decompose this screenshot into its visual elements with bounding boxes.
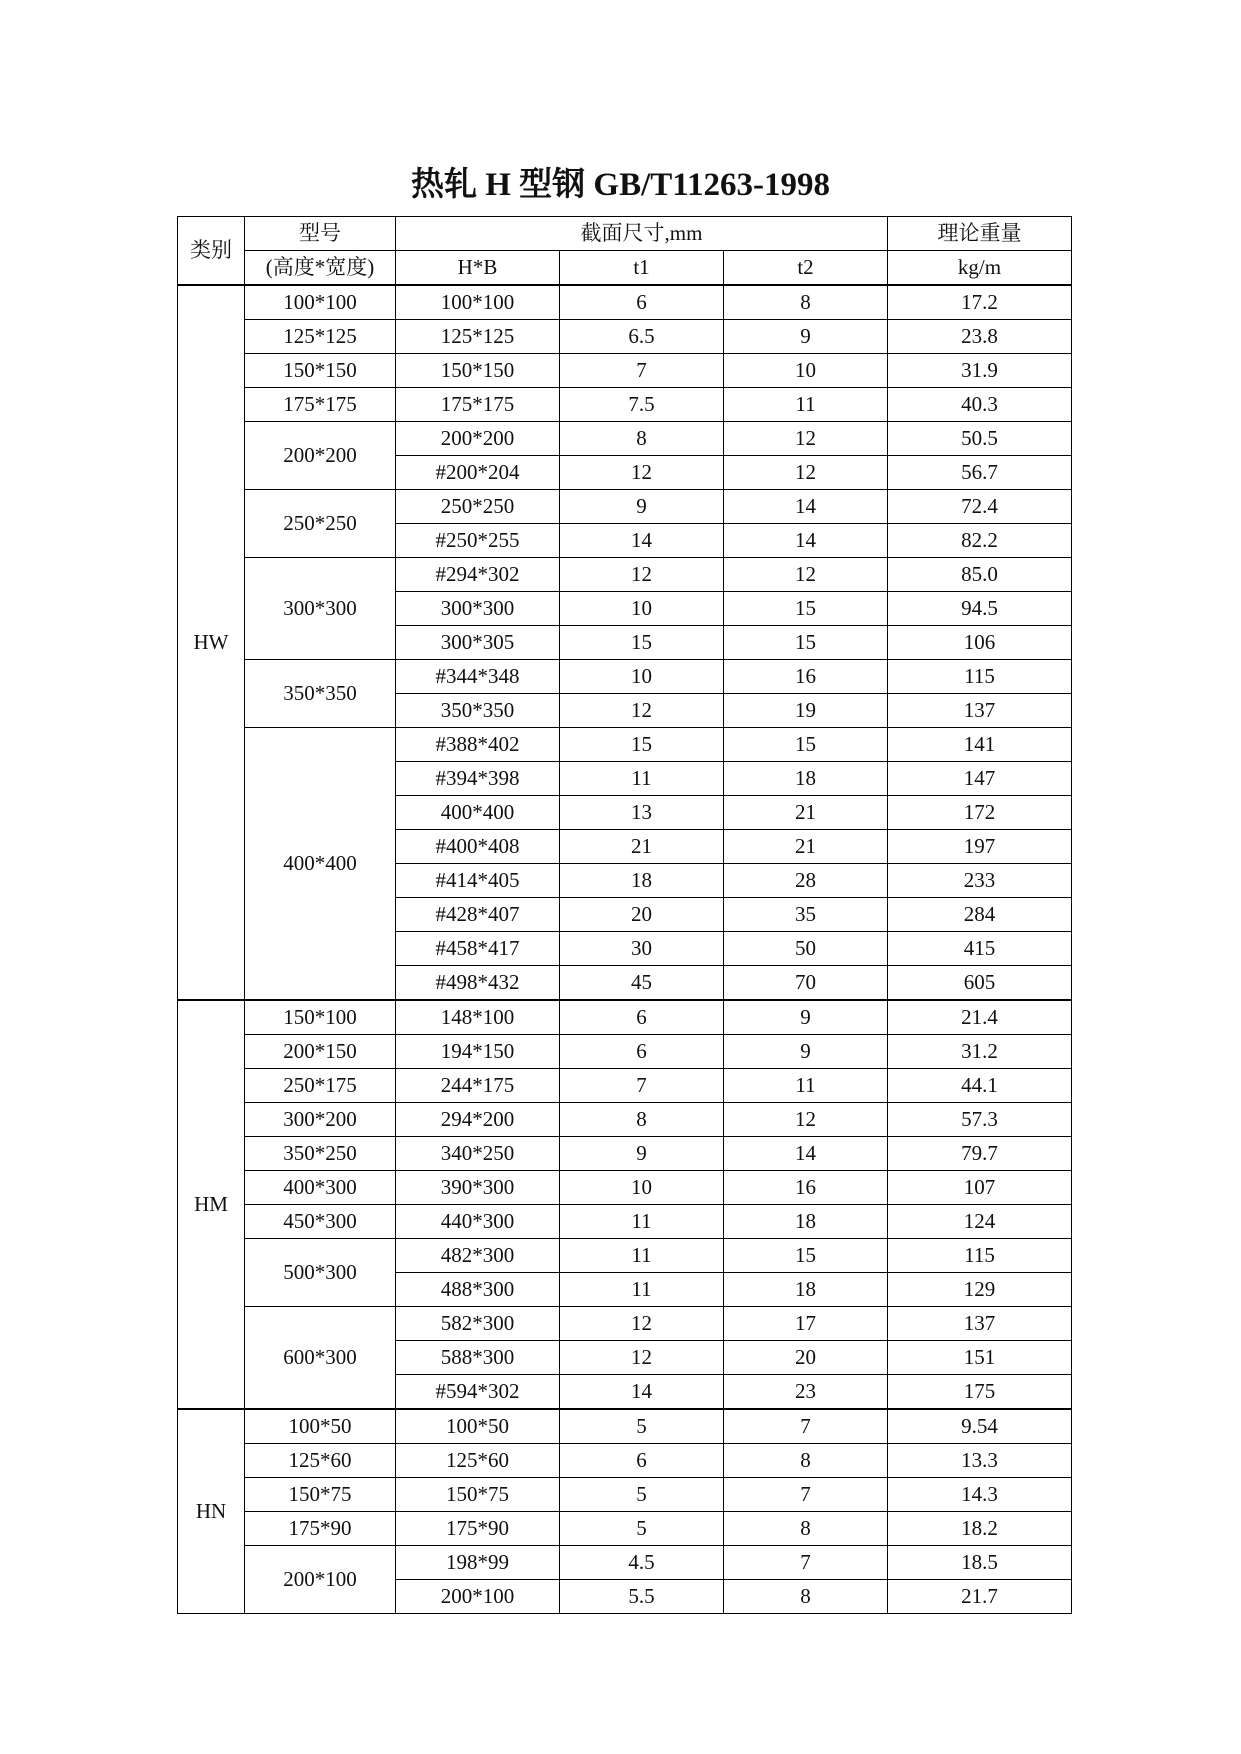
hb-cell: 148*100 [396, 1000, 560, 1035]
t1-cell: 8 [560, 1103, 724, 1137]
hb-cell: #250*255 [396, 524, 560, 558]
weight-cell: 233 [888, 864, 1072, 898]
t2-cell: 14 [724, 1137, 888, 1171]
t1-cell: 12 [560, 1341, 724, 1375]
model-cell: 150*100 [245, 1000, 396, 1035]
hb-cell: #388*402 [396, 728, 560, 762]
table-body [178, 285, 1072, 1614]
weight-cell: 44.1 [888, 1069, 1072, 1103]
header-t1: t1 [560, 251, 724, 286]
hb-cell: #458*417 [396, 932, 560, 966]
weight-cell: 284 [888, 898, 1072, 932]
t1-cell: 30 [560, 932, 724, 966]
hb-cell: 250*250 [396, 490, 560, 524]
header-hb: H*B [396, 251, 560, 286]
table-row [178, 558, 1072, 592]
hb-cell: #498*432 [396, 966, 560, 1001]
t2-cell: 9 [724, 320, 888, 354]
weight-cell: 31.2 [888, 1035, 1072, 1069]
t1-cell: 11 [560, 762, 724, 796]
t1-cell: 5 [560, 1478, 724, 1512]
t2-cell: 18 [724, 762, 888, 796]
t2-cell: 7 [724, 1546, 888, 1580]
hb-cell: 200*100 [396, 1580, 560, 1614]
hb-cell: 482*300 [396, 1239, 560, 1273]
header-row-2 [178, 251, 1072, 286]
weight-cell: 107 [888, 1171, 1072, 1205]
t2-cell: 19 [724, 694, 888, 728]
hb-cell: 350*350 [396, 694, 560, 728]
weight-cell: 175 [888, 1375, 1072, 1410]
model-cell: 300*200 [245, 1103, 396, 1137]
table-row [178, 1103, 1072, 1137]
hb-cell: 194*150 [396, 1035, 560, 1069]
t2-cell: 16 [724, 1171, 888, 1205]
t1-cell: 21 [560, 830, 724, 864]
table-row [178, 1444, 1072, 1478]
table-row [178, 1137, 1072, 1171]
t1-cell: 14 [560, 1375, 724, 1410]
t2-cell: 15 [724, 1239, 888, 1273]
t1-cell: 18 [560, 864, 724, 898]
category-cell: HN [178, 1409, 245, 1614]
header-weight: 理论重量 [888, 217, 1072, 251]
hb-cell: 488*300 [396, 1273, 560, 1307]
header-model-sub: (高度*宽度) [245, 251, 396, 286]
t2-cell: 23 [724, 1375, 888, 1410]
hb-cell: 300*305 [396, 626, 560, 660]
hb-cell: 198*99 [396, 1546, 560, 1580]
hb-cell: #400*408 [396, 830, 560, 864]
model-cell: 175*90 [245, 1512, 396, 1546]
weight-cell: 82.2 [888, 524, 1072, 558]
t1-cell: 13 [560, 796, 724, 830]
table-row [178, 1307, 1072, 1341]
model-cell: 500*300 [245, 1239, 396, 1307]
t2-cell: 16 [724, 660, 888, 694]
model-cell: 600*300 [245, 1307, 396, 1410]
table-row [178, 1000, 1072, 1035]
header-weight-unit: kg/m [888, 251, 1072, 286]
page-title: 热轧 H 型钢 GB/T11263-1998 [411, 167, 830, 203]
model-cell: 350*350 [245, 660, 396, 728]
weight-cell: 21.4 [888, 1000, 1072, 1035]
t1-cell: 45 [560, 966, 724, 1001]
t2-cell: 18 [724, 1205, 888, 1239]
model-cell: 100*50 [245, 1409, 396, 1444]
weight-cell: 197 [888, 830, 1072, 864]
hb-cell: #344*348 [396, 660, 560, 694]
t2-cell: 7 [724, 1478, 888, 1512]
model-cell: 400*400 [245, 728, 396, 1001]
hb-cell: #414*405 [396, 864, 560, 898]
t1-cell: 15 [560, 728, 724, 762]
header-row-1 [178, 217, 1072, 251]
t1-cell: 12 [560, 558, 724, 592]
hb-cell: 294*200 [396, 1103, 560, 1137]
weight-cell: 17.2 [888, 285, 1072, 320]
t1-cell: 14 [560, 524, 724, 558]
table-row [178, 1069, 1072, 1103]
t1-cell: 8 [560, 422, 724, 456]
t1-cell: 12 [560, 694, 724, 728]
table-row [178, 660, 1072, 694]
model-cell: 300*300 [245, 558, 396, 660]
table-row [178, 285, 1072, 320]
t2-cell: 28 [724, 864, 888, 898]
model-cell: 175*175 [245, 388, 396, 422]
weight-cell: 14.3 [888, 1478, 1072, 1512]
hb-cell: 200*200 [396, 422, 560, 456]
t2-cell: 15 [724, 728, 888, 762]
t2-cell: 9 [724, 1000, 888, 1035]
weight-cell: 18.2 [888, 1512, 1072, 1546]
weight-cell: 147 [888, 762, 1072, 796]
t1-cell: 9 [560, 1137, 724, 1171]
table-row [178, 490, 1072, 524]
t1-cell: 6 [560, 1444, 724, 1478]
hb-cell: 100*100 [396, 285, 560, 320]
t2-cell: 11 [724, 388, 888, 422]
t2-cell: 8 [724, 285, 888, 320]
t1-cell: 11 [560, 1205, 724, 1239]
weight-cell: 172 [888, 796, 1072, 830]
table-row [178, 1546, 1072, 1580]
t2-cell: 8 [724, 1580, 888, 1614]
hb-cell: 582*300 [396, 1307, 560, 1341]
t2-cell: 12 [724, 558, 888, 592]
t2-cell: 15 [724, 626, 888, 660]
model-cell: 450*300 [245, 1205, 396, 1239]
t1-cell: 10 [560, 1171, 724, 1205]
weight-cell: 79.7 [888, 1137, 1072, 1171]
t2-cell: 17 [724, 1307, 888, 1341]
weight-cell: 605 [888, 966, 1072, 1001]
model-cell: 100*100 [245, 285, 396, 320]
hb-cell: #294*302 [396, 558, 560, 592]
hb-cell: 588*300 [396, 1341, 560, 1375]
table-row [178, 728, 1072, 762]
t2-cell: 14 [724, 490, 888, 524]
model-cell: 200*200 [245, 422, 396, 490]
hb-cell: 244*175 [396, 1069, 560, 1103]
weight-cell: 141 [888, 728, 1072, 762]
model-cell: 125*60 [245, 1444, 396, 1478]
t1-cell: 9 [560, 490, 724, 524]
header-t2: t2 [724, 251, 888, 286]
weight-cell: 31.9 [888, 354, 1072, 388]
t2-cell: 8 [724, 1444, 888, 1478]
weight-cell: 56.7 [888, 456, 1072, 490]
t2-cell: 35 [724, 898, 888, 932]
weight-cell: 21.7 [888, 1580, 1072, 1614]
hb-cell: 125*60 [396, 1444, 560, 1478]
t2-cell: 7 [724, 1409, 888, 1444]
hb-cell: 150*150 [396, 354, 560, 388]
h-beam-spec-table [177, 216, 1072, 1614]
t2-cell: 70 [724, 966, 888, 1001]
table-row [178, 354, 1072, 388]
hb-cell: #428*407 [396, 898, 560, 932]
weight-cell: 13.3 [888, 1444, 1072, 1478]
t1-cell: 7.5 [560, 388, 724, 422]
weight-cell: 72.4 [888, 490, 1072, 524]
table-row [178, 1239, 1072, 1273]
t1-cell: 20 [560, 898, 724, 932]
t1-cell: 12 [560, 456, 724, 490]
t2-cell: 14 [724, 524, 888, 558]
model-cell: 125*125 [245, 320, 396, 354]
weight-cell: 18.5 [888, 1546, 1072, 1580]
table-row [178, 1205, 1072, 1239]
weight-cell: 129 [888, 1273, 1072, 1307]
category-cell: HW [178, 285, 245, 1000]
weight-cell: 94.5 [888, 592, 1072, 626]
weight-cell: 151 [888, 1341, 1072, 1375]
model-cell: 200*100 [245, 1546, 396, 1614]
hb-cell: 175*175 [396, 388, 560, 422]
t2-cell: 10 [724, 354, 888, 388]
t2-cell: 12 [724, 422, 888, 456]
t1-cell: 6 [560, 285, 724, 320]
hb-cell: 440*300 [396, 1205, 560, 1239]
hb-cell: 150*75 [396, 1478, 560, 1512]
t2-cell: 50 [724, 932, 888, 966]
weight-cell: 40.3 [888, 388, 1072, 422]
header-category: 类别 [178, 217, 245, 286]
t1-cell: 15 [560, 626, 724, 660]
hb-cell: #200*204 [396, 456, 560, 490]
model-cell: 250*250 [245, 490, 396, 558]
t1-cell: 5 [560, 1409, 724, 1444]
model-cell: 200*150 [245, 1035, 396, 1069]
t2-cell: 21 [724, 830, 888, 864]
table-row [178, 1035, 1072, 1069]
t1-cell: 11 [560, 1239, 724, 1273]
t1-cell: 6 [560, 1000, 724, 1035]
t1-cell: 10 [560, 592, 724, 626]
hb-cell: 100*50 [396, 1409, 560, 1444]
hb-cell: 125*125 [396, 320, 560, 354]
table-row [178, 1409, 1072, 1444]
t1-cell: 6.5 [560, 320, 724, 354]
t1-cell: 10 [560, 660, 724, 694]
t2-cell: 15 [724, 592, 888, 626]
hb-cell: 390*300 [396, 1171, 560, 1205]
model-cell: 350*250 [245, 1137, 396, 1171]
table-row [178, 1478, 1072, 1512]
model-cell: 150*75 [245, 1478, 396, 1512]
hb-cell: 340*250 [396, 1137, 560, 1171]
weight-cell: 85.0 [888, 558, 1072, 592]
model-cell: 150*150 [245, 354, 396, 388]
hb-cell: 175*90 [396, 1512, 560, 1546]
hb-cell: 400*400 [396, 796, 560, 830]
t2-cell: 12 [724, 1103, 888, 1137]
t1-cell: 7 [560, 1069, 724, 1103]
weight-cell: 124 [888, 1205, 1072, 1239]
t2-cell: 8 [724, 1512, 888, 1546]
weight-cell: 115 [888, 1239, 1072, 1273]
weight-cell: 415 [888, 932, 1072, 966]
t1-cell: 11 [560, 1273, 724, 1307]
model-cell: 400*300 [245, 1171, 396, 1205]
header-model: 型号 [245, 217, 396, 251]
category-cell: HM [178, 1000, 245, 1409]
weight-cell: 9.54 [888, 1409, 1072, 1444]
hb-cell: 300*300 [396, 592, 560, 626]
table-row [178, 1171, 1072, 1205]
t2-cell: 11 [724, 1069, 888, 1103]
weight-cell: 50.5 [888, 422, 1072, 456]
hb-cell: #394*398 [396, 762, 560, 796]
weight-cell: 23.8 [888, 320, 1072, 354]
weight-cell: 137 [888, 1307, 1072, 1341]
header-section-size: 截面尺寸,mm [396, 217, 888, 251]
t2-cell: 18 [724, 1273, 888, 1307]
table-row [178, 1512, 1072, 1546]
table-row [178, 388, 1072, 422]
t1-cell: 6 [560, 1035, 724, 1069]
table-row [178, 422, 1072, 456]
t2-cell: 9 [724, 1035, 888, 1069]
hb-cell: #594*302 [396, 1375, 560, 1410]
weight-cell: 137 [888, 694, 1072, 728]
model-cell: 250*175 [245, 1069, 396, 1103]
t1-cell: 5 [560, 1512, 724, 1546]
t2-cell: 12 [724, 456, 888, 490]
t1-cell: 12 [560, 1307, 724, 1341]
weight-cell: 106 [888, 626, 1072, 660]
t1-cell: 4.5 [560, 1546, 724, 1580]
table-row [178, 320, 1072, 354]
weight-cell: 57.3 [888, 1103, 1072, 1137]
t2-cell: 21 [724, 796, 888, 830]
weight-cell: 115 [888, 660, 1072, 694]
t1-cell: 5.5 [560, 1580, 724, 1614]
t1-cell: 7 [560, 354, 724, 388]
t2-cell: 20 [724, 1341, 888, 1375]
